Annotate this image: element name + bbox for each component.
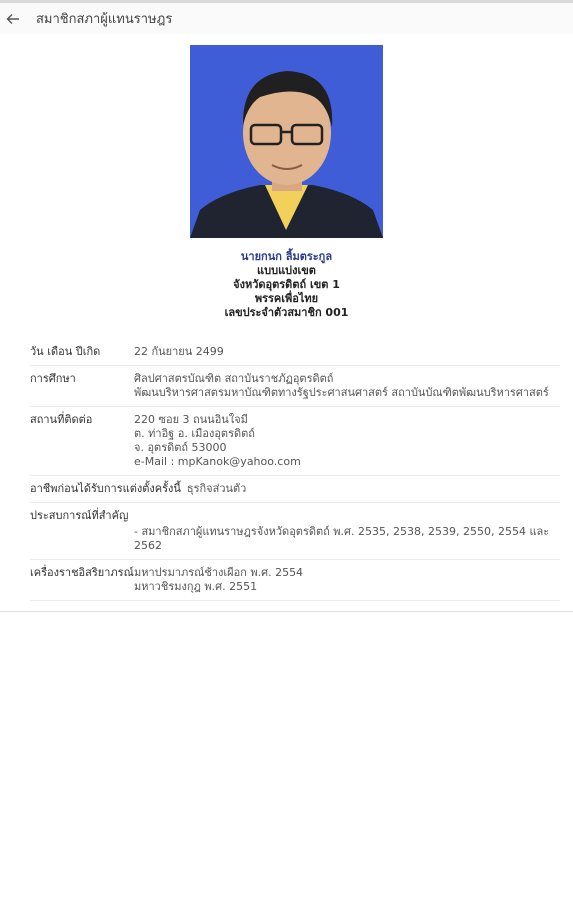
member-number: เลขประจำตัวสมาชิก 001 xyxy=(224,306,349,319)
education-line: พัฒนบริหารศาสตรมหาบัณฑิตทางรัฐประศาสนศาสตร์ สถาบันบัณฑิตพัฒนบริหารศาสตร์ xyxy=(134,386,549,399)
decorations-value xyxy=(134,566,303,594)
decorations-row xyxy=(30,560,560,601)
address-row xyxy=(30,407,560,476)
experience-line: - สมาชิกสภาผู้แทนราษฎรจังหวัดอุตรดิตถ์ พ.ศ. 2535, 2538, 2539, 2550, 2554 และ xyxy=(134,525,550,538)
occupation-row xyxy=(30,476,560,503)
member-card xyxy=(225,250,349,320)
member-type: แบบแบ่งเขต xyxy=(257,264,316,277)
education-value xyxy=(134,372,549,400)
birth-value: 22 กันยายน 2499 xyxy=(134,345,224,358)
member-photo xyxy=(190,45,383,238)
occupation-label: อาชีพก่อนได้รับการแต่งตั้งครั้งนี้ xyxy=(30,482,181,495)
profile-section xyxy=(0,34,573,320)
experience-value xyxy=(30,525,560,553)
address-label: สถานที่ติดต่อ xyxy=(30,413,93,426)
member-district: จังหวัดอุตรดิตถ์ เขต 1 xyxy=(233,278,340,291)
email-line: e-Mail : mpKanok@yahoo.com xyxy=(134,455,301,468)
address-line: 220 ซอย 3 ถนนอินใจมี xyxy=(134,413,248,426)
app-bar xyxy=(0,3,573,34)
member-party: พรรคเพื่อไทย xyxy=(254,292,319,305)
experience-row xyxy=(30,503,560,560)
experience-label: ประสบการณ์ที่สำคัญ xyxy=(30,509,129,522)
address-line: จ. อุตรดิตถ์ 53000 xyxy=(134,441,227,454)
address-line: ต. ท่าอิฐ อ. เมืองอุตรดิตถ์ xyxy=(134,427,255,440)
page-title: สมาชิกสภาผู้แทนราษฎร xyxy=(36,12,173,27)
decorations-label: เครื่องราชอิสริยาภรณ์ xyxy=(30,566,134,579)
arrow-left-icon xyxy=(6,12,20,26)
back-button[interactable] xyxy=(0,3,26,34)
decoration-line: มหาปรมาภรณ์ช้างเผือก พ.ศ. 2554 xyxy=(134,566,304,579)
education-line: ศิลปศาสตรบัณฑิต สถาบันราชภัฏอุตรดิตถ์ xyxy=(134,372,334,385)
experience-line: 2562 xyxy=(134,539,162,552)
occupation-value: ธุรกิจส่วนตัว xyxy=(186,482,247,495)
details-table xyxy=(30,339,560,601)
birth-row xyxy=(30,339,560,366)
education-label: การศึกษา xyxy=(30,372,76,385)
birth-label: วัน เดือน ปีเกิด xyxy=(30,345,101,358)
education-row xyxy=(30,366,560,407)
decoration-line: มหาวชิรมงกุฎ พ.ศ. 2551 xyxy=(134,580,258,593)
divider xyxy=(0,611,573,612)
member-name: นายกนก ลิ้มตระกูล xyxy=(240,250,333,263)
address-value xyxy=(134,413,301,469)
